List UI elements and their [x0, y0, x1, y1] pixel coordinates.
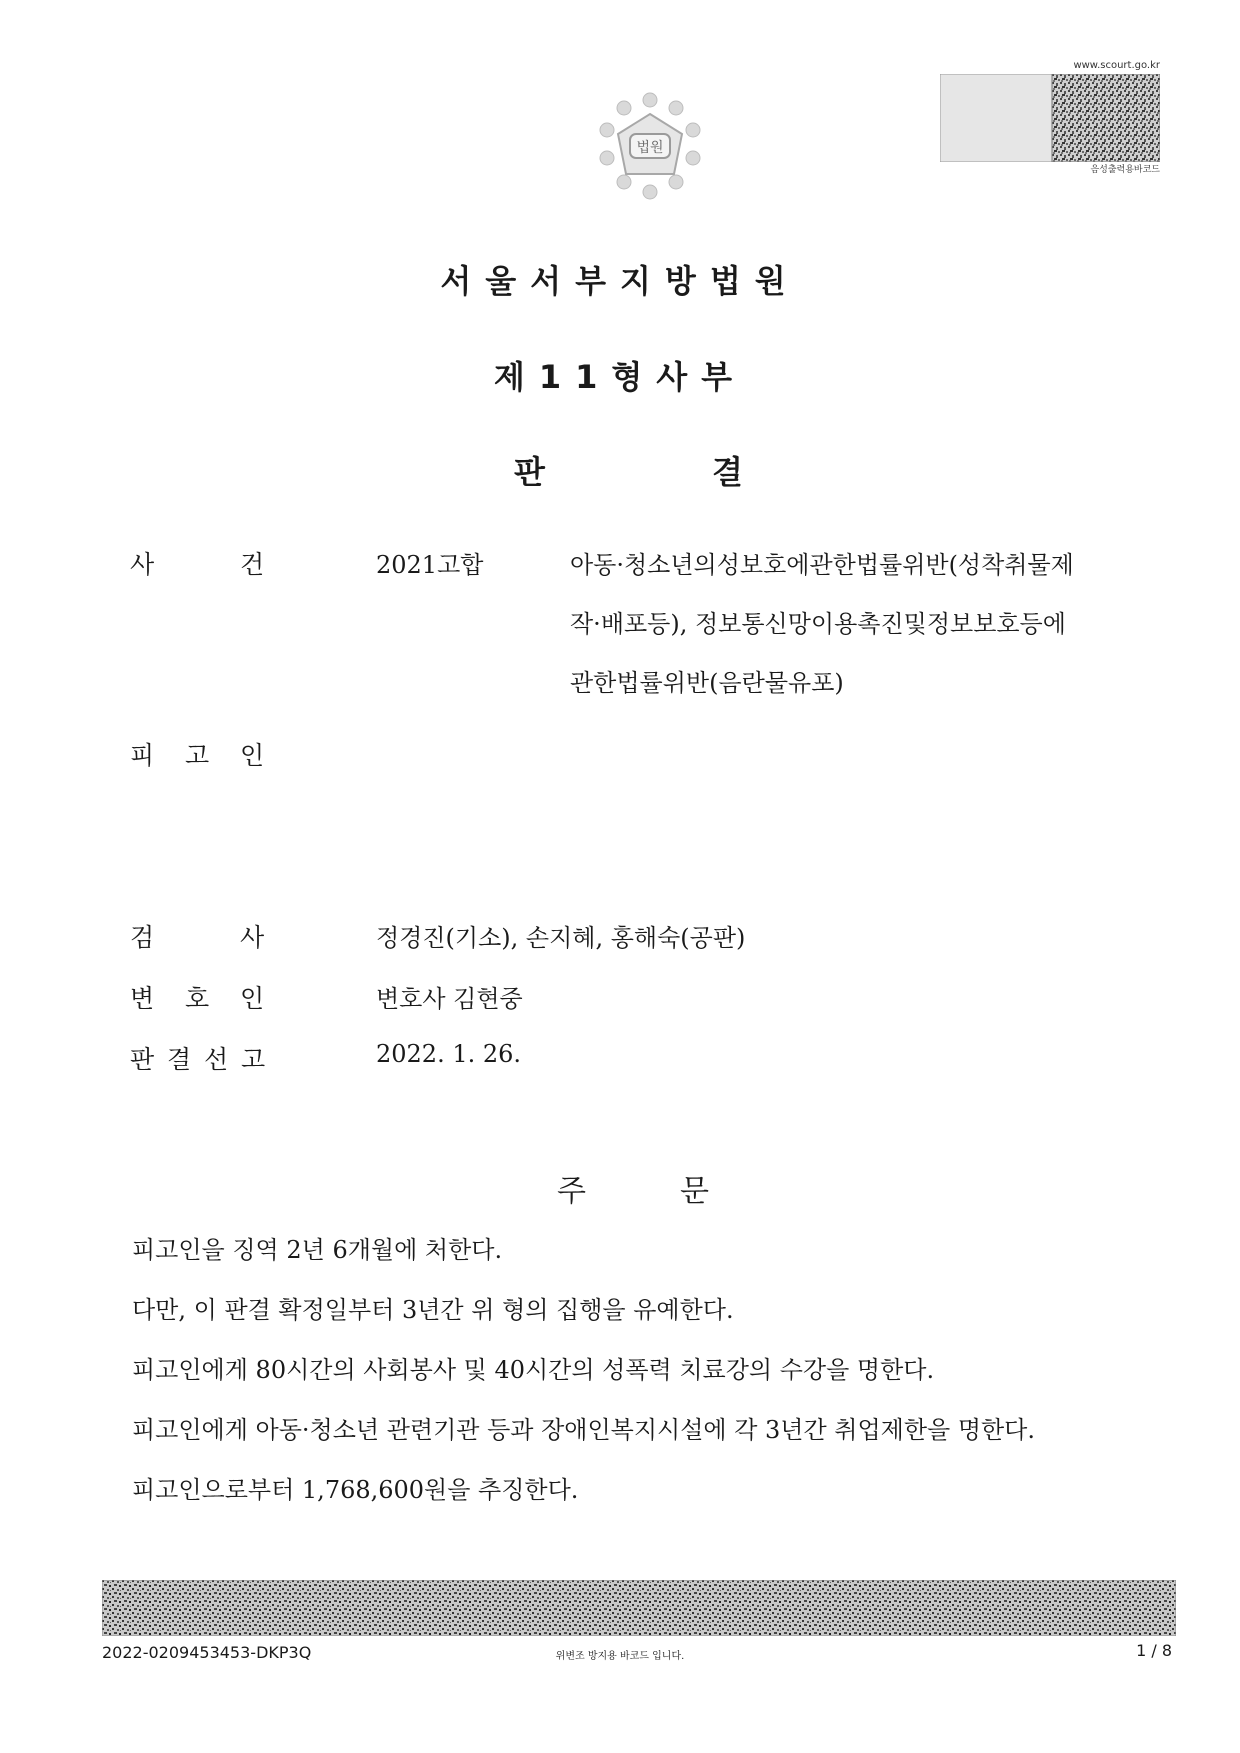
case-label-left: 사 — [130, 550, 155, 579]
court-url: www.scourt.go.kr — [1073, 60, 1160, 71]
prosecutor-label-left: 검 — [130, 923, 155, 952]
court-emblem — [590, 88, 710, 208]
anti-forgery-caption: 위변조 방지용 바코드 입니다. — [555, 1651, 685, 1662]
defendant-label-char: 고 — [185, 741, 210, 770]
page-number: 1 / 8 — [1136, 1641, 1172, 1660]
order-line: 피고인을 징역 2년 6개월에 처한다. — [132, 1236, 503, 1264]
order-line: 피고인으로부터 1,768,600원을 추징한다. — [132, 1476, 579, 1504]
voice-barcode — [940, 60, 1160, 176]
court-emblem-icon — [590, 88, 710, 208]
order-line: 다만, 이 판결 확정일부터 3년간 위 형의 집행을 유예한다. — [132, 1296, 734, 1324]
counsel-name: 변호사 김현중 — [376, 985, 523, 1013]
counsel-label-char: 변 — [130, 984, 155, 1013]
order-title-left: 주 — [557, 1174, 586, 1209]
order-line: 피고인에게 아동·청소년 관련기관 등과 장애인복지시설에 각 3년간 취업제한을 명한다. — [132, 1416, 1035, 1444]
judgment-date: 2022. 1. 26. — [376, 1040, 522, 1068]
counsel-label-char: 호 — [185, 984, 210, 1013]
judgment-date-label-char: 고 — [241, 1045, 266, 1074]
svg-text:법원: 법원 — [636, 140, 664, 156]
court-name: 서울서부지방법원 — [440, 262, 800, 300]
document-title-left: 판 — [514, 453, 545, 491]
case-name-line: 아동·청소년의성보호에관한법률위반(성착취물제 — [570, 551, 1074, 579]
judgment-date-label-char: 판 — [130, 1045, 155, 1074]
case-name-line: 관한법률위반(음란물유포) — [570, 669, 844, 697]
defendant-label-char: 피 — [130, 741, 155, 770]
document-title-right: 결 — [712, 453, 743, 491]
prosecutor-label-right: 사 — [240, 923, 265, 952]
division-name: 제11형사부 — [493, 358, 747, 396]
barcode-pattern-icon — [940, 74, 1160, 162]
judgment-date-label-char: 결 — [167, 1045, 192, 1074]
document-id: 2022-0209453453-DKP3Q — [102, 1643, 312, 1662]
case-label-right: 건 — [240, 550, 265, 579]
barcode-caption: 음성출력용바코드 — [1090, 165, 1160, 175]
judgment-date-label-char: 선 — [204, 1045, 229, 1074]
case-name-line: 작·배포등), 정보통신망이용촉진및정보보호등에 — [570, 610, 1066, 638]
case-number: 2021고합 — [376, 551, 484, 579]
order-line: 피고인에게 80시간의 사회봉사 및 40시간의 성폭력 치료강의 수강을 명한다. — [132, 1356, 935, 1384]
counsel-label-char: 인 — [240, 984, 265, 1013]
prosecutor-names: 정경진(기소), 손지혜, 홍해숙(공판) — [376, 924, 746, 952]
anti-forgery-barcode-icon — [102, 1580, 1176, 1636]
order-title-right: 문 — [680, 1174, 709, 1209]
defendant-label-char: 인 — [240, 741, 265, 770]
